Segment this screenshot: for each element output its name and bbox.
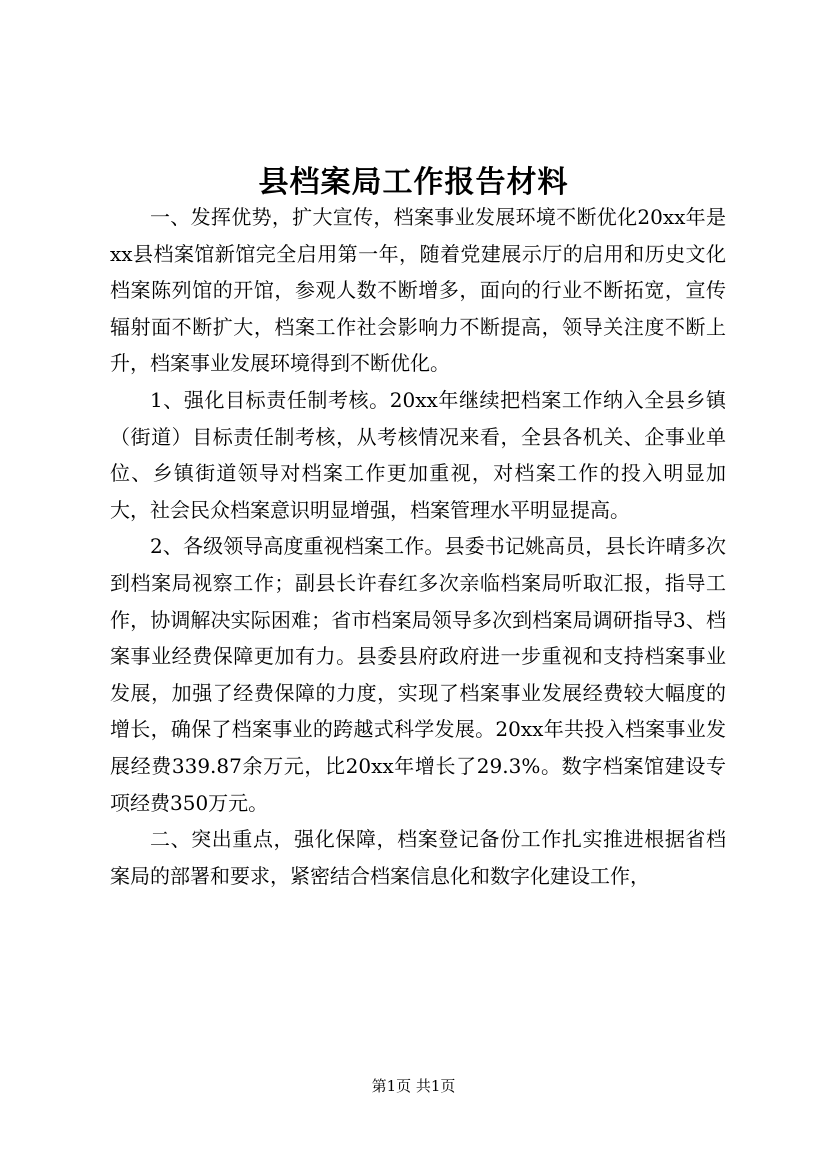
paragraph-2: 1、强化目标责任制考核。20xx年继续把档案工作纳入全县乡镇（街道）目标责任制考核，从考核情况来看，全县各机关、企事业单位、乡镇街道领导对档案工作更加重视，对档案工作的投入明显加大，社会民众档案意识明显增强，档案管理水平明显提高。 xyxy=(110,387,726,522)
paragraph-3: 2、各级领导高度重视档案工作。县委书记姚高员，县长许晴多次到档案局视察工作；副县长许春红多次亲临档案局听取汇报，指导工作，协调解决实际困难；省市档案局领导多次到档案局调研指导3、档案事业经费保障更加有力。县委县府政府进一步重视和支持档案事业发展，加强了经费保障的力度，实现了档案事业发展经费较大幅度的增长，确保了档案事业的跨越式科学发展。20xx年共投入档案事业发展经费339.87余万元，比20xx年增长了29.3%。数字档案馆建设专项经费350万元。 xyxy=(110,534,726,815)
paragraph-1: 一、发挥优势，扩大宣传，档案事业发展环境不断优化20xx年是xx县档案馆新馆完全启用第一年，随着党建展示厅的启用和历史文化档案陈列馆的开馆，参观人数不断增多，面向的行业不断拓宽，宣传辐射面不断扩大，档案工作社会影响力不断提高，领导关注度不断上升，档案事业发展环境得到不断优化。 xyxy=(110,205,726,376)
paragraph-4: 二、突出重点，强化保障，档案登记备份工作扎实推进根据省档案局的部署和要求，紧密结合档案信息化和数字化建设工作， xyxy=(110,827,726,888)
document-title: 县档案局工作报告材料 xyxy=(258,165,569,201)
document-body xyxy=(110,199,726,894)
page-number-footer: 第1页 共1页 xyxy=(371,1077,456,1095)
